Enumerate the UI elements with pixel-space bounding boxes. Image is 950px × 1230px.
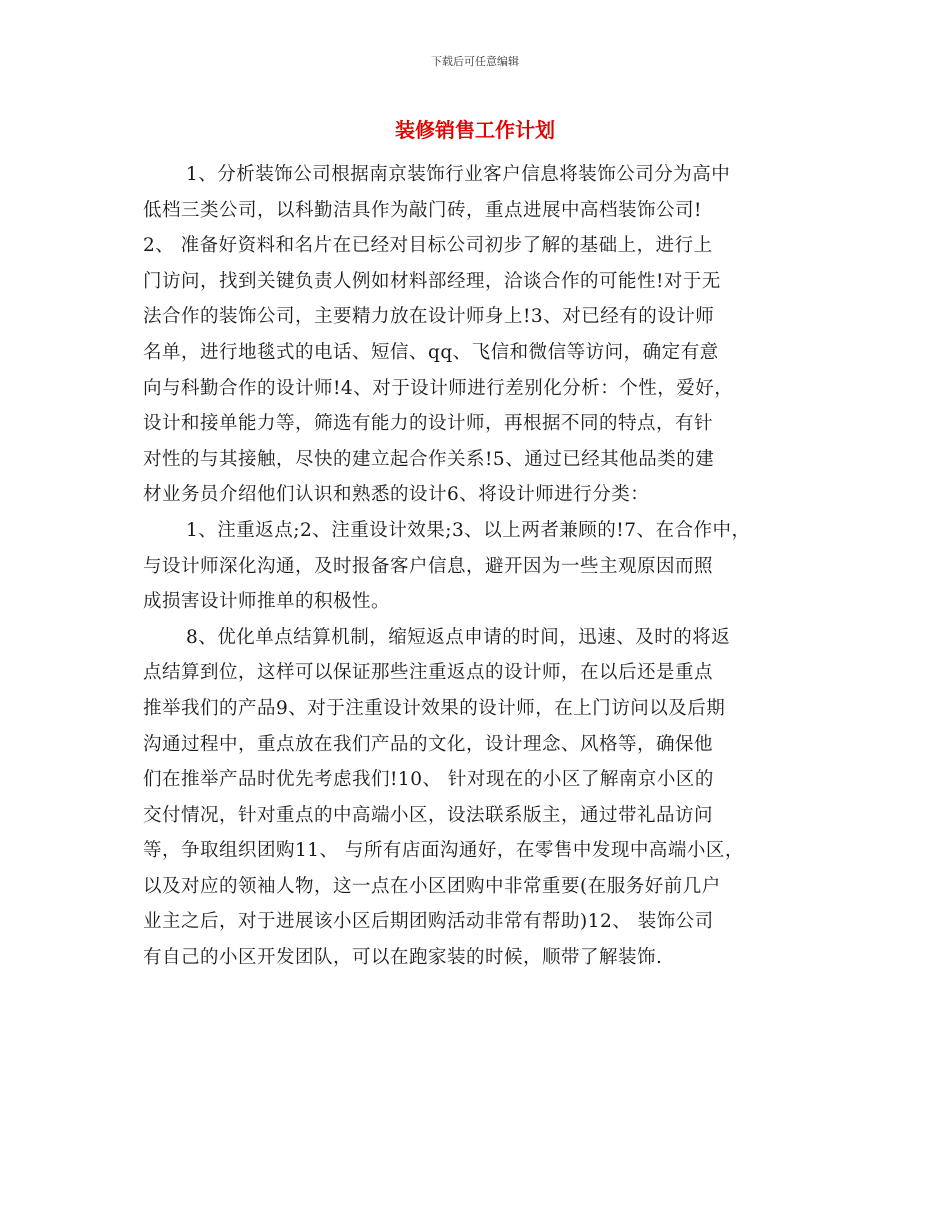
text-line: 等，争取组织团购11、 与所有店面沟通好，在零售中发现中高端小区， (143, 840, 744, 862)
document-title: 装修销售工作计划 (395, 118, 555, 142)
text-line: 交付情况，针对重点的中高端小区，设法联系版主，通过带礼品访问 (143, 804, 714, 826)
text-line: 们在推举产品时优先考虑我们!10、 针对现在的小区了解南京小区的 (143, 769, 714, 791)
text-line: 有自己的小区开发团队，可以在跑家装的时候，顺带了解装饰. (143, 947, 663, 969)
text-line: 门访问，找到关键负责人例如材料部经理，洽谈合作的可能性!对于无 (143, 270, 721, 292)
text-line: 成损害设计师推单的积极性。 (143, 591, 391, 613)
text-line: 1、分析装饰公司根据南京装饰行业客户信息将装饰公司分为高中 (186, 164, 731, 185)
text-line: 法合作的装饰公司，主要精力放在设计师身上!3、对已经有的设计师 (143, 306, 715, 328)
text-line: 1、注重返点;2、注重设计效果;3、以上两者兼顾的!7、在合作中， (186, 519, 751, 541)
text-line: 设计和接单能力等，筛选有能力的设计师，再根据不同的特点，有针 (143, 413, 714, 435)
text-line: 2、 准备好资料和名片在已经对目标公司初步了解的基础上，进行上 (143, 235, 713, 257)
text-line: 与设计师深化沟通，及时报备客户信息，避开因为一些主观原因而照 (143, 555, 714, 577)
page-header-note: 下载后可任意编辑 (431, 55, 519, 68)
text-line: 名单，进行地毯式的电话、短信、qq、飞信和微信等访问，确定有意 (143, 341, 719, 363)
text-line: 业主之后，对于进展该小区后期团购活动非常有帮助)12、 装饰公司 (143, 911, 714, 933)
text-line: 沟通过程中，重点放在我们产品的文化，设计理念、风格等，确保他 (143, 733, 714, 755)
text-line: 以及对应的领袖人物，这一点在小区团购中非常重要(在服务好前几户 (143, 875, 721, 897)
text-line: 对性的与其接触，尽快的建立起合作关系!5、通过已经其他品类的建 (143, 448, 715, 470)
text-line: 向与科勤合作的设计师!4、对于设计师进行差别化分析：个性，爱好， (143, 377, 734, 399)
text-line: 材业务员介绍他们认识和熟悉的设计6、将设计师进行分类： (143, 484, 650, 506)
text-line: 低档三类公司，以科勤洁具作为敲门砖，重点进展中高档装饰公司! (143, 199, 702, 221)
text-line: 点结算到位，这样可以保证那些注重返点的设计师，在以后还是重点 (143, 662, 714, 684)
text-line: 推举我们的产品9、对于注重设计效果的设计师，在上门访问以及后期 (143, 697, 726, 719)
document-body (143, 157, 833, 976)
text-line: 8、优化单点结算机制，缩短返点申请的时间，迅速、及时的将返 (186, 626, 731, 648)
